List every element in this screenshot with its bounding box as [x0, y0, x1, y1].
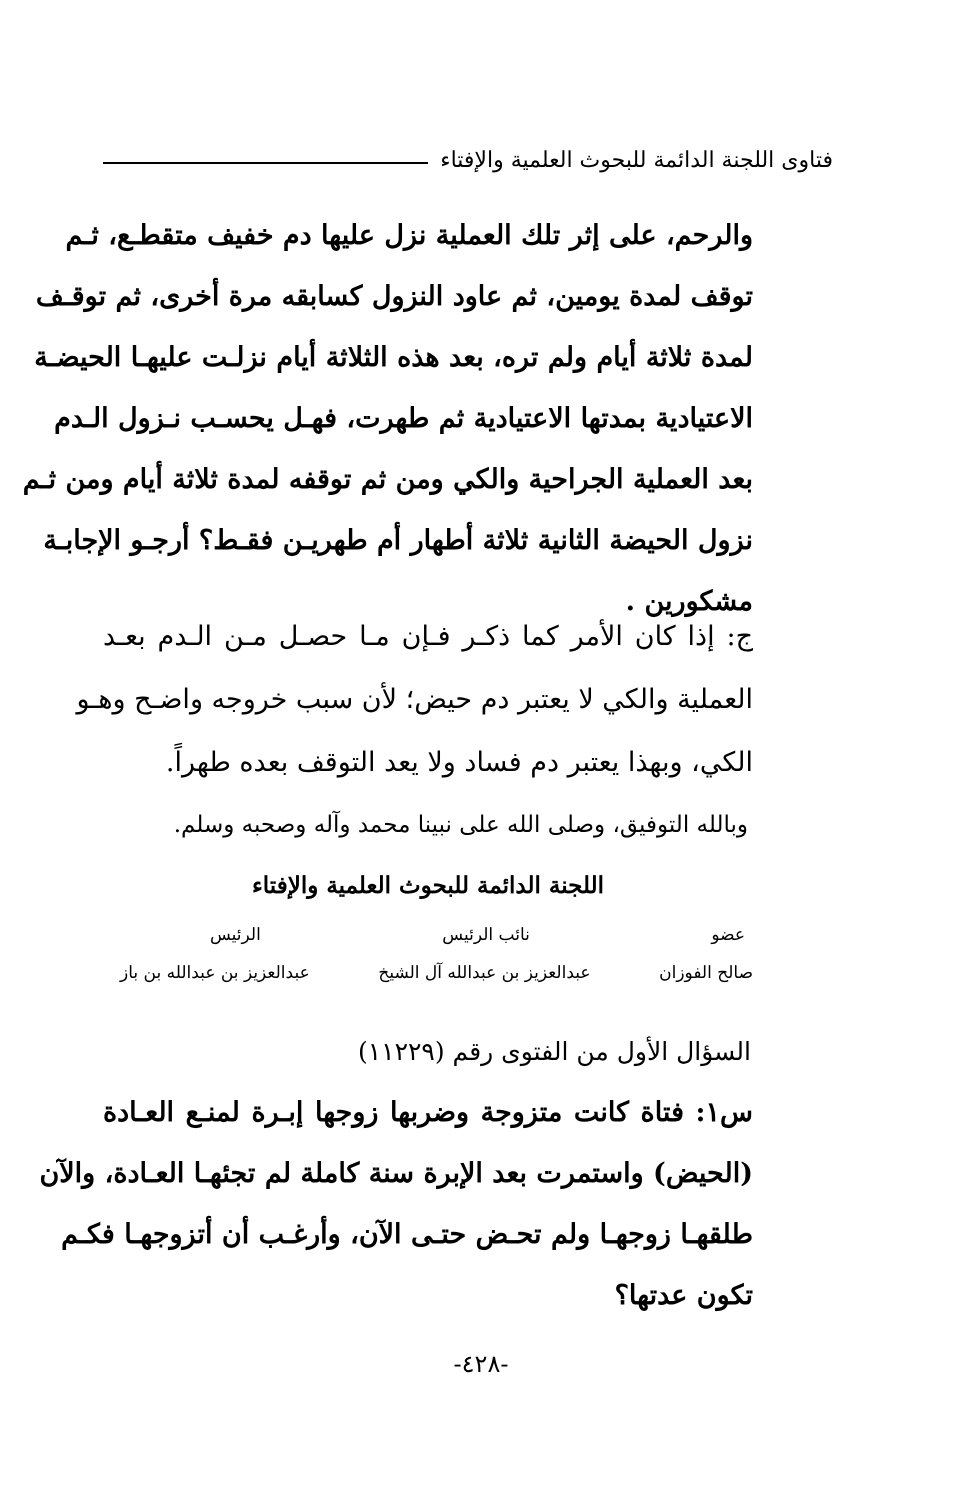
header-rule [103, 162, 428, 164]
question-line: مشكورين . [625, 586, 753, 617]
question-line: بعد العملية الجراحية والكي ومن ثم توقفه لمدة ثلاثة أيام ومن ثـم [22, 464, 753, 495]
page-number: -٤٢٨- [453, 1350, 509, 1378]
question-line: تكون عدتها؟ [614, 1280, 753, 1311]
question-line: والرحم، على إثر تلك العملية نزل عليها دم خفيف متقطـع، ثـم [65, 220, 753, 251]
answer-line: ج: إذا كان الأمر كما ذكـر فـإن مـا حصـل مـن الـدم بعـد [103, 621, 753, 652]
role-vice-president: نائب الرئيس [442, 925, 530, 945]
signatory-roles [120, 920, 753, 950]
answer-line: الكي، وبهذا يعتبر دم فساد ولا يعد التوقف بعده طهراً. [165, 747, 753, 778]
answer-paragraph [76, 605, 753, 794]
fatwa-number-heading: السؤال الأول من الفتوى رقم (١١٢٢٩) [357, 1037, 751, 1066]
role-member: عضو [711, 925, 745, 945]
committee-name: اللجنة الدائمة للبحوث العلمية والإفتاء [251, 872, 605, 899]
question-line: س١: فتاة كانت متزوجة وضربها زوجها إبـرة لمنـع العـادة [103, 1097, 753, 1128]
question-line: طلقهـا زوجهـا ولم تحـض حتـى الآن، وأرغـب أن أتزوجهـا فكـم [61, 1219, 753, 1250]
closing-invocation: وبالله التوفيق، وصلى الله على نبينا محمد وآله وصحبه وسلم. [173, 812, 748, 838]
vice-president-name: عبدالعزيز بن عبدالله آل الشيخ [378, 963, 591, 983]
question-new [39, 1082, 753, 1326]
question-line: (الحيض) واستمرت بعد الإبرة سنة كاملة لم تجئهـا العـادة، والآن [39, 1158, 753, 1189]
president-name: عبدالعزيز بن عبدالله بن باز [120, 963, 310, 983]
question-line: نزول الحيضة الثانية ثلاثة أطهار أم طهريـن فقـط؟ أرجـو الإجابـة [43, 525, 753, 556]
role-president: الرئيس [210, 925, 261, 945]
signatory-names [120, 956, 753, 990]
answer-line: العملية والكي لا يعتبر دم حيض؛ لأن سبب خروجه واضـح وهـو [76, 684, 753, 715]
question-continued [22, 205, 753, 632]
question-line: الاعتيادية بمدتها الاعتيادية ثم طهرت، فهـل يحسـب نـزول الـدم [54, 403, 753, 434]
header-title: فتاوى اللجنة الدائمة للبحوث العلمية والإفتاء [440, 147, 833, 173]
member-name: صالح الفوزان [659, 963, 753, 983]
running-header [103, 140, 833, 180]
question-line: لمدة ثلاثة أيام ولم تره، بعد هذه الثلاثة أيام نزلـت عليهـا الحيضـة [34, 342, 753, 373]
question-line: توقف لمدة يومين، ثم عاود النزول كسابقه مرة أخرى، ثم توقـف [35, 281, 753, 312]
